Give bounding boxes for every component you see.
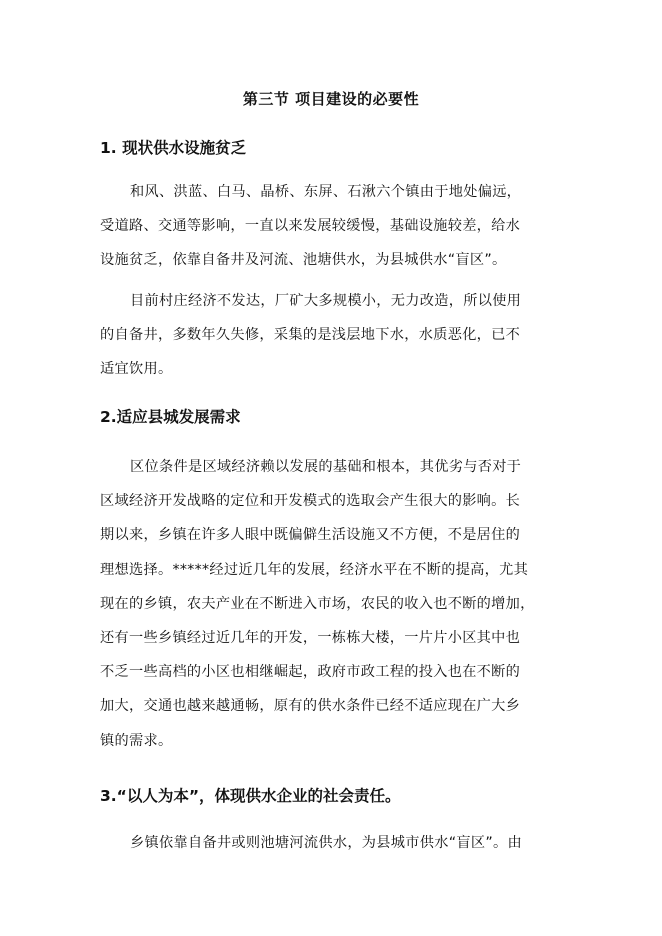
paragraph-1-2 — [100, 284, 560, 387]
paragraph-2-1 — [100, 450, 560, 758]
text-line: 区位条件是区域经济赖以发展的基础和根本，其优劣与否对于 — [130, 459, 522, 475]
text-line: 加大，交通也越来越通畅，原有的供水条件已经不适应现在广大乡 — [100, 698, 521, 715]
paragraph-3-1 — [100, 826, 560, 860]
text-line: 不乏一些高档的小区也相继崛起，政府市政工程的投入也在不断的 — [100, 664, 521, 681]
heading-3: 3.“以人为本”，体现供水企业的社会责任。 — [100, 787, 401, 805]
text-line: 镇的需求。 — [100, 732, 173, 749]
section-title: 第三节 项目建设的必要性 — [242, 90, 420, 108]
heading-1: 1. 现状供水设施贫乏 — [100, 139, 247, 157]
text-line: 和风、洪蓝、白马、晶桥、东屏、石湫六个镇由于地处偏远， — [130, 184, 522, 200]
text-line: 设施贫乏，依靠自备井及河流、池塘供水，为县城供水“盲区”。 — [100, 252, 507, 269]
text-line: 区域经济开发战略的定位和开发模式的选取会产生很大的影响。长 — [100, 493, 521, 510]
text-line: 的自备井，多数年久失修，采集的是浅层地下水，水质恶化，已不 — [100, 327, 521, 344]
text-line: 乡镇依靠自备井或则池塘河流供水，为县城市供水“盲区”。由 — [130, 835, 522, 851]
text-line: 期以来，乡镇在许多人眼中既偏僻生活设施又不方便，不是居住的 — [100, 527, 521, 544]
text-line: 现在的乡镇，农夫产业在不断进入市场，农民的收入也不断的增加， — [100, 595, 535, 612]
text-line: 理想选择。*****经过近几年的发展，经济水平在不断的提高，尤其 — [100, 561, 529, 578]
text-line: 适宜饮用。 — [100, 361, 173, 378]
heading-2: 2.适应县城发展需求 — [100, 408, 241, 426]
text-line: 受道路、交通等影响，一直以来发展较缓慢，基础设施较差，给水 — [100, 218, 521, 235]
text-line: 还有一些乡镇经过近几年的开发，一栋栋大楼，一片片小区其中也 — [100, 629, 521, 646]
text-line: 目前村庄经济不发达，厂矿大多规模小，无力改造，所以使用 — [130, 293, 522, 309]
paragraph-1-1 — [100, 175, 560, 278]
